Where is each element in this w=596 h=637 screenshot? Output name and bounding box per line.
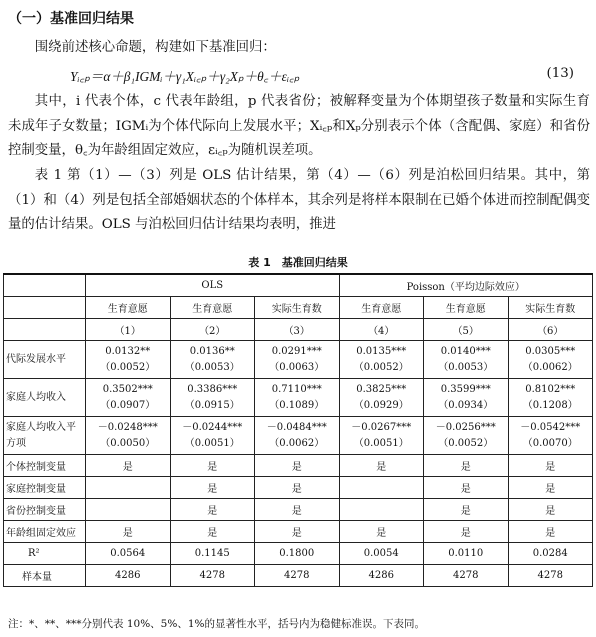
table-row: [4, 455, 593, 477]
results-paragraph: 表 1 第（1）—（3）列是 OLS 估计结果，第（4）—（6）列是泊松回归结果。其中，第（1）和（4）列是包括全部婚姻状态的个体样本，其余列是将样本限制在已婚个体进而控制配偶变量的估计结果。OLS 与泊松回归估计结果均表明，推进: [8, 168, 590, 232]
table-row: [4, 499, 593, 521]
dep-var-header: 生育意愿: [424, 297, 509, 319]
coef-cell: [339, 417, 424, 455]
r2-cell: 0.0110: [424, 543, 509, 565]
n-cell: 4278: [170, 565, 255, 587]
coef-cell: [424, 341, 509, 379]
control-cell: 是: [255, 499, 340, 521]
coef-cell: [86, 341, 171, 379]
control-cell: [86, 477, 171, 499]
r2-cell: 0.1145: [170, 543, 255, 565]
coef-value: －0.0267***: [351, 421, 412, 433]
empty-header-cell: [4, 297, 86, 319]
coef-value: 0.0140***: [440, 345, 491, 357]
control-cell: 是: [508, 521, 593, 543]
control-cell: 是: [339, 455, 424, 477]
intro-paragraph: 围绕前述核心命题，构建如下基准回归：: [34, 40, 276, 55]
control-cell: 是: [424, 521, 509, 543]
variable-definition-paragraph: 其中，i 代表个体，c 代表年龄组，p 代表省份；被解释变量为个体期望孩子数量和实际生育未成年子女数量；IGMᵢ为个体代际向上发展水平；Xᵢ꜀ₚ和Xₚ分别表示个体（含配偶、家庭）和省份控制变量，θ꜀为年龄组固定效应，εᵢ꜀ₚ为随机误差项。: [8, 94, 590, 158]
coef-value: －0.0484***: [266, 421, 327, 433]
control-cell: [339, 477, 424, 499]
se-value: （0.0062）: [522, 361, 578, 373]
regression-equation: Yᵢ꜀ₚ＝α＋β₁IGMᵢ＋γ₁Xᵢ꜀ₚ＋γ₂Xₚ＋θ꜀＋εᵢ꜀ₚ: [70, 69, 300, 84]
coef-cell: [255, 341, 340, 379]
se-value: （0.1208）: [522, 399, 578, 411]
empty-header-cell: [4, 274, 86, 297]
se-value: （0.0053）: [438, 361, 494, 373]
se-value: （0.0053）: [184, 361, 240, 373]
coef-value: －0.0244***: [182, 421, 243, 433]
dep-var-header: 生育意愿: [170, 297, 255, 319]
equation-number: (13): [546, 66, 574, 81]
control-cell: 是: [424, 455, 509, 477]
group-ols: OLS: [86, 274, 340, 297]
col-number-row: [4, 319, 593, 341]
coef-value: 0.0291***: [271, 345, 322, 357]
group-poisson: Poisson（平均边际效应）: [339, 274, 593, 297]
empty-header-cell: [4, 319, 86, 341]
se-value: （0.0052）: [438, 437, 494, 449]
control-cell: 是: [339, 521, 424, 543]
coef-cell: [508, 341, 593, 379]
r2-cell: 0.1800: [255, 543, 340, 565]
dep-var-header: 生育意愿: [86, 297, 171, 319]
n-cell: 4286: [339, 565, 424, 587]
row-label: 家庭人均收入: [4, 379, 86, 417]
coef-value: 0.3599***: [440, 383, 491, 395]
se-value: （0.0052）: [100, 361, 156, 373]
coef-cell: [86, 417, 171, 455]
dep-var-header: 实际生育数: [508, 297, 593, 319]
row-label: 家庭人均收入平方项: [4, 417, 86, 455]
coef-value: 0.3386***: [187, 383, 238, 395]
col-number: （5）: [424, 319, 509, 341]
row-label: 年龄组固定效应: [4, 521, 86, 543]
r2-cell: 0.0284: [508, 543, 593, 565]
coef-cell: [424, 379, 509, 417]
se-value: （0.0052）: [353, 361, 409, 373]
control-cell: 是: [424, 499, 509, 521]
coef-value: 0.3502***: [102, 383, 153, 395]
se-value: （0.0915）: [184, 399, 240, 411]
control-cell: 是: [86, 455, 171, 477]
table-row: [4, 477, 593, 499]
se-value: （0.0050）: [100, 437, 156, 449]
coef-value: 0.3825***: [356, 383, 407, 395]
n-cell: 4278: [424, 565, 509, 587]
coef-value: 0.0136**: [189, 345, 235, 357]
coef-value: －0.0542***: [520, 421, 581, 433]
coef-value: 0.0135***: [356, 345, 407, 357]
control-cell: 是: [86, 521, 171, 543]
table-row: [4, 565, 593, 587]
coef-value: 0.0305***: [525, 345, 576, 357]
row-label: 省份控制变量: [4, 499, 86, 521]
coef-cell: [508, 379, 593, 417]
se-value: （0.1089）: [269, 399, 325, 411]
col-number: （1）: [86, 319, 171, 341]
control-cell: 是: [170, 455, 255, 477]
coef-cell: [86, 379, 171, 417]
coef-value: －0.0248***: [97, 421, 158, 433]
se-value: （0.0051）: [353, 437, 409, 449]
coef-cell: [170, 341, 255, 379]
coef-cell: [339, 341, 424, 379]
section-title: （一）基准回归结果: [8, 11, 134, 27]
table-title: 表 1 基准回归结果: [248, 256, 348, 269]
control-cell: 是: [255, 455, 340, 477]
table-note: 注：*、**、***分别代表 10%、5%、1%的显著性水平，括号内为稳健标准误。下表同。: [8, 618, 425, 630]
row-label: 个体控制变量: [4, 455, 86, 477]
control-cell: 是: [255, 521, 340, 543]
coef-value: －0.0256***: [435, 421, 496, 433]
regression-table: [3, 273, 593, 587]
control-cell: [86, 499, 171, 521]
se-value: （0.0934）: [438, 399, 494, 411]
se-value: （0.0907）: [100, 399, 156, 411]
row-label: 代际发展水平: [4, 341, 86, 379]
control-cell: 是: [255, 477, 340, 499]
se-value: （0.0063）: [269, 361, 325, 373]
table-row: [4, 341, 593, 379]
group-header-row: [4, 274, 593, 297]
row-label: R²: [4, 543, 86, 565]
r2-cell: 0.0054: [339, 543, 424, 565]
col-number: （4）: [339, 319, 424, 341]
coef-value: 0.8102***: [525, 383, 576, 395]
dep-var-row: [4, 297, 593, 319]
col-number: （3）: [255, 319, 340, 341]
se-value: （0.0929）: [353, 399, 409, 411]
control-cell: 是: [508, 499, 593, 521]
control-cell: 是: [170, 521, 255, 543]
table-row: [4, 417, 593, 455]
coef-cell: [255, 417, 340, 455]
table-row: [4, 521, 593, 543]
coef-cell: [508, 417, 593, 455]
n-cell: 4278: [508, 565, 593, 587]
coef-cell: [339, 379, 424, 417]
r2-cell: 0.0564: [86, 543, 171, 565]
dep-var-header: 生育意愿: [339, 297, 424, 319]
coef-cell: [424, 417, 509, 455]
control-cell: 是: [424, 477, 509, 499]
coef-cell: [170, 417, 255, 455]
se-value: （0.0051）: [184, 437, 240, 449]
se-value: （0.0070）: [522, 437, 578, 449]
coef-value: 0.7110***: [271, 383, 322, 395]
col-number: （6）: [508, 319, 593, 341]
control-cell: [339, 499, 424, 521]
coef-cell: [255, 379, 340, 417]
control-cell: 是: [170, 477, 255, 499]
table-row: [4, 379, 593, 417]
row-label: 家庭控制变量: [4, 477, 86, 499]
col-number: （2）: [170, 319, 255, 341]
control-cell: 是: [170, 499, 255, 521]
dep-var-header: 实际生育数: [255, 297, 340, 319]
table-row: [4, 543, 593, 565]
control-cell: 是: [508, 455, 593, 477]
se-value: （0.0062）: [269, 437, 325, 449]
control-cell: 是: [508, 477, 593, 499]
coef-cell: [170, 379, 255, 417]
n-cell: 4286: [86, 565, 171, 587]
n-cell: 4278: [255, 565, 340, 587]
row-label: 样本量: [4, 565, 86, 587]
coef-value: 0.0132**: [105, 345, 151, 357]
